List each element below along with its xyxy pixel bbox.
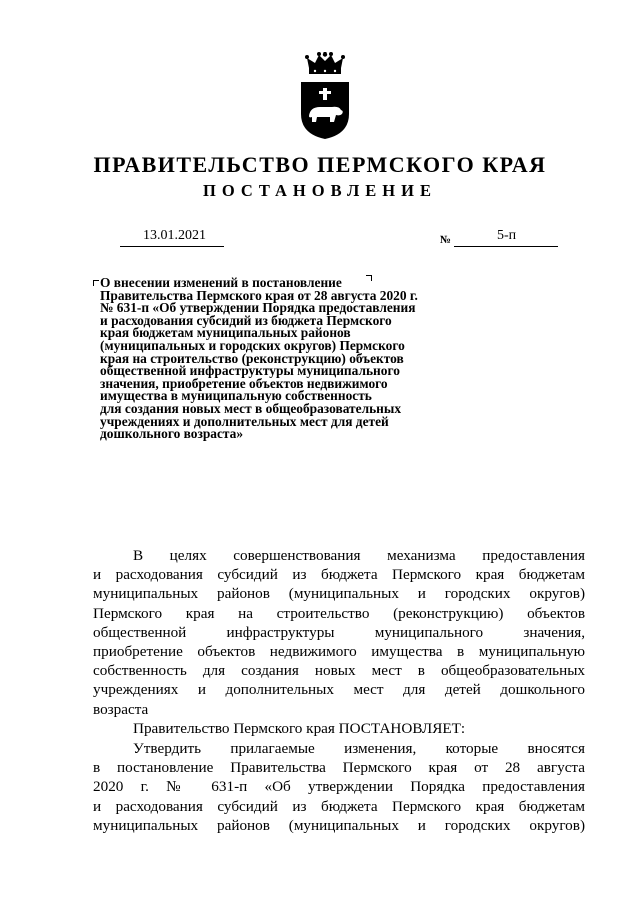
approve-paragraph — [93, 739, 585, 835]
text-line: муниципальных районов (муниципальных и городских округов) — [93, 816, 585, 834]
number-underline — [454, 246, 558, 247]
government-title: ПРАВИТЕЛЬСТВО ПЕРМСКОГО КРАЯ — [93, 152, 547, 177]
text-line: общественной инфраструктуры муниципального значения, — [93, 623, 585, 641]
text-line: муниципальных районов (муниципальных и городских округов) — [93, 585, 585, 603]
document-heading — [100, 277, 480, 441]
number-sign: № — [440, 234, 452, 246]
text-line: учреждениях и дополнительных мест для детей дошкольного — [93, 681, 585, 699]
heading-line: № 631-п «Об утверждении Порядка предоставления — [100, 300, 416, 316]
heading-line: учреждениях и дополнительных мест для детей — [100, 413, 389, 429]
text-line: 2020 г. № 631-п «Об утверждении Порядка предоставления — [93, 778, 585, 796]
preamble-paragraph — [93, 546, 585, 719]
text-line: Пермского края на строительство (реконструкцию) объектов — [93, 604, 585, 622]
text-line: В целях совершенствования механизма предоставления — [133, 547, 585, 564]
heading-line: значения, приобретение объектов недвижимого — [100, 375, 388, 391]
resolution-paragraph — [93, 719, 585, 738]
heading-line: края бюджетам муниципальных районов — [100, 325, 351, 341]
heading-line: Правительства Пермского края от 28 августа 2020 г. — [100, 287, 418, 303]
text-line: Правительство Пермского края ПОСТАНОВЛЯЕТ: — [133, 720, 466, 737]
heading-line: дошкольного возраста» — [100, 426, 244, 442]
document-date: 13.01.2021 — [143, 228, 206, 243]
text-line: и расходования субсидий из бюджета Пермского края бюджетам — [93, 566, 585, 584]
heading-corner-left — [93, 280, 99, 286]
heading-line: О внесении изменений в постановление — [100, 275, 342, 290]
heading-line: имущества в муниципальную собственность — [100, 388, 372, 404]
heading-line: (муниципальных и городских округов) Пермского — [100, 337, 405, 353]
text-line: возраста — [93, 700, 149, 718]
heading-line: и расходования субсидий из бюджета Пермского — [100, 312, 392, 328]
heading-line: общественной инфраструктуры муниципального — [100, 363, 400, 379]
text-line: приобретение объектов недвижимого имущества в муниципальную — [93, 643, 585, 661]
document-number: 5-п — [497, 228, 517, 243]
text-line: Утвердить прилагаемые изменения, которые вносятся — [133, 740, 585, 757]
document-type: ПОСТАНОВЛЕНИЕ — [203, 181, 437, 200]
date-underline — [120, 246, 224, 247]
text-line: и расходования субсидий из бюджета Пермского края бюджетам — [93, 797, 585, 815]
heading-line: для создания новых мест в общеобразовательных — [100, 400, 402, 416]
text-line: в постановление Правительства Пермского края от 28 августа — [93, 759, 585, 777]
text-line: собственность для создания новых мест в общеобразовательных — [93, 662, 585, 680]
heading-line: края на строительство (реконструкцию) объектов — [100, 350, 404, 366]
coat-of-arms-icon — [295, 52, 355, 140]
